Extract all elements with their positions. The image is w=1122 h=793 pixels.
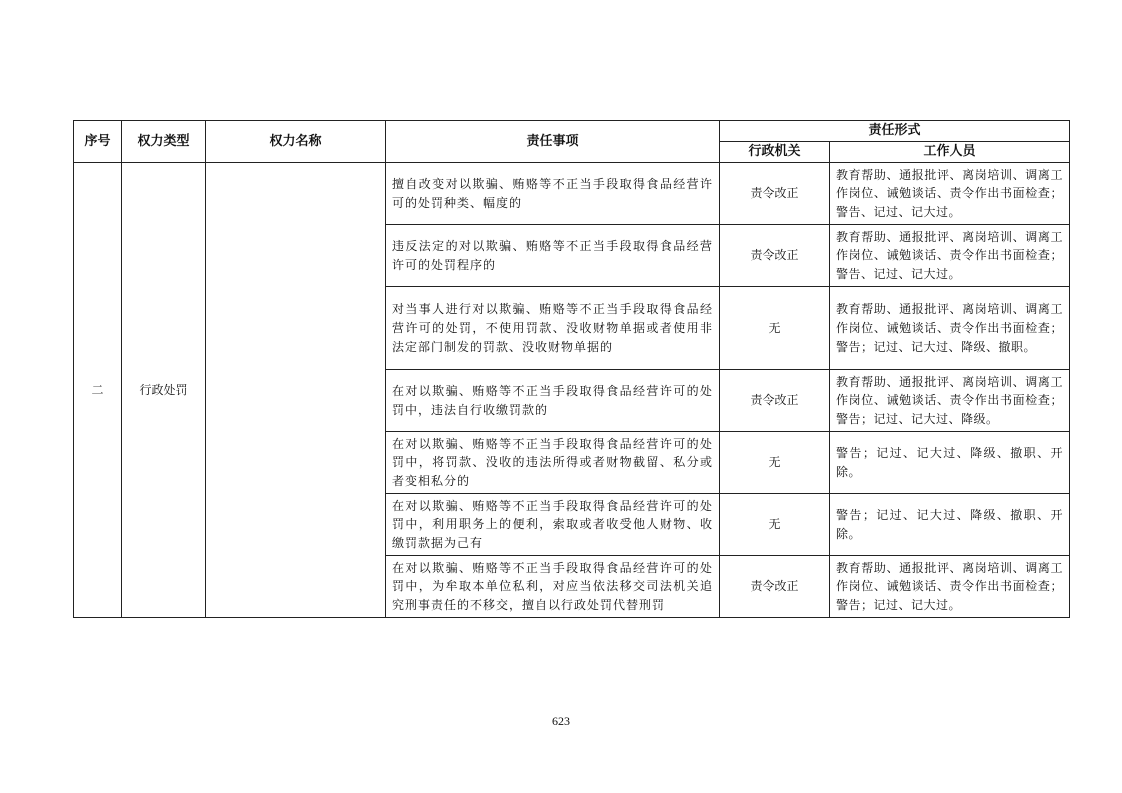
organ-cell: 责令改正 <box>720 370 830 432</box>
matter-cell: 在对以欺骗、贿赂等不正当手段取得食品经营许可的处罚中，为牟取本单位私利，对应当依法移交司法机关追究刑事责任的不移交，擅自以行政处罚代替刑罚 <box>386 556 720 618</box>
header-power-name: 权力名称 <box>206 121 386 163</box>
matter-cell: 在对以欺骗、贿赂等不正当手段取得食品经营许可的处罚中，违法自行收缴罚款的 <box>386 370 720 432</box>
organ-cell: 无 <box>720 494 830 556</box>
matter-cell: 在对以欺骗、贿赂等不正当手段取得食品经营许可的处罚中，利用职务上的便利，索取或者收受他人财物、收缴罚款据为己有 <box>386 494 720 556</box>
group-power-name <box>206 163 386 618</box>
staff-cell: 警告；记过、记大过、降级、撤职、开除。 <box>830 432 1070 494</box>
header-power-type: 权力类型 <box>122 121 206 163</box>
header-form: 责任形式 <box>720 121 1070 142</box>
organ-cell: 无 <box>720 287 830 370</box>
responsibility-table <box>73 120 1070 618</box>
header-organ: 行政机关 <box>720 142 830 163</box>
header-seq: 序号 <box>74 121 122 163</box>
matter-cell: 在对以欺骗、贿赂等不正当手段取得食品经营许可的处罚中，将罚款、没收的违法所得或者财物截留、私分或者变相私分的 <box>386 432 720 494</box>
group-seq: 二 <box>74 163 122 618</box>
staff-cell: 教育帮助、通报批评、离岗培训、调离工作岗位、诫勉谈话、责令作出书面检查；警告、记过、记大过。 <box>830 225 1070 287</box>
staff-cell: 教育帮助、通报批评、离岗培训、调离工作岗位、诫勉谈话、责令作出书面检查；警告、记过、记大过。 <box>830 163 1070 225</box>
matter-cell: 违反法定的对以欺骗、贿赂等不正当手段取得食品经营许可的处罚程序的 <box>386 225 720 287</box>
organ-cell: 无 <box>720 432 830 494</box>
table-row <box>74 163 1070 225</box>
organ-cell: 责令改正 <box>720 556 830 618</box>
group-power-type: 行政处罚 <box>122 163 206 618</box>
staff-cell: 警告；记过、记大过、降级、撤职、开除。 <box>830 494 1070 556</box>
organ-cell: 责令改正 <box>720 225 830 287</box>
matter-cell: 对当事人进行对以欺骗、贿赂等不正当手段取得食品经营许可的处罚，不使用罚款、没收财物单据或者使用非法定部门制发的罚款、没收财物单据的 <box>386 287 720 370</box>
organ-cell: 责令改正 <box>720 163 830 225</box>
staff-cell: 教育帮助、通报批评、离岗培训、调离工作岗位、诫勉谈话、责令作出书面检查；警告；记过、记大过。 <box>830 556 1070 618</box>
staff-cell: 教育帮助、通报批评、离岗培训、调离工作岗位、诫勉谈话、责令作出书面检查；警告；记过、记大过、降级、撤职。 <box>830 287 1070 370</box>
staff-cell: 教育帮助、通报批评、离岗培训、调离工作岗位、诫勉谈话、责令作出书面检查；警告；记过、记大过、降级。 <box>830 370 1070 432</box>
header-matter: 责任事项 <box>386 121 720 163</box>
matter-cell: 擅自改变对以欺骗、贿赂等不正当手段取得食品经营许可的处罚种类、幅度的 <box>386 163 720 225</box>
page-number: 623 <box>552 714 570 728</box>
header-staff: 工作人员 <box>830 142 1070 163</box>
